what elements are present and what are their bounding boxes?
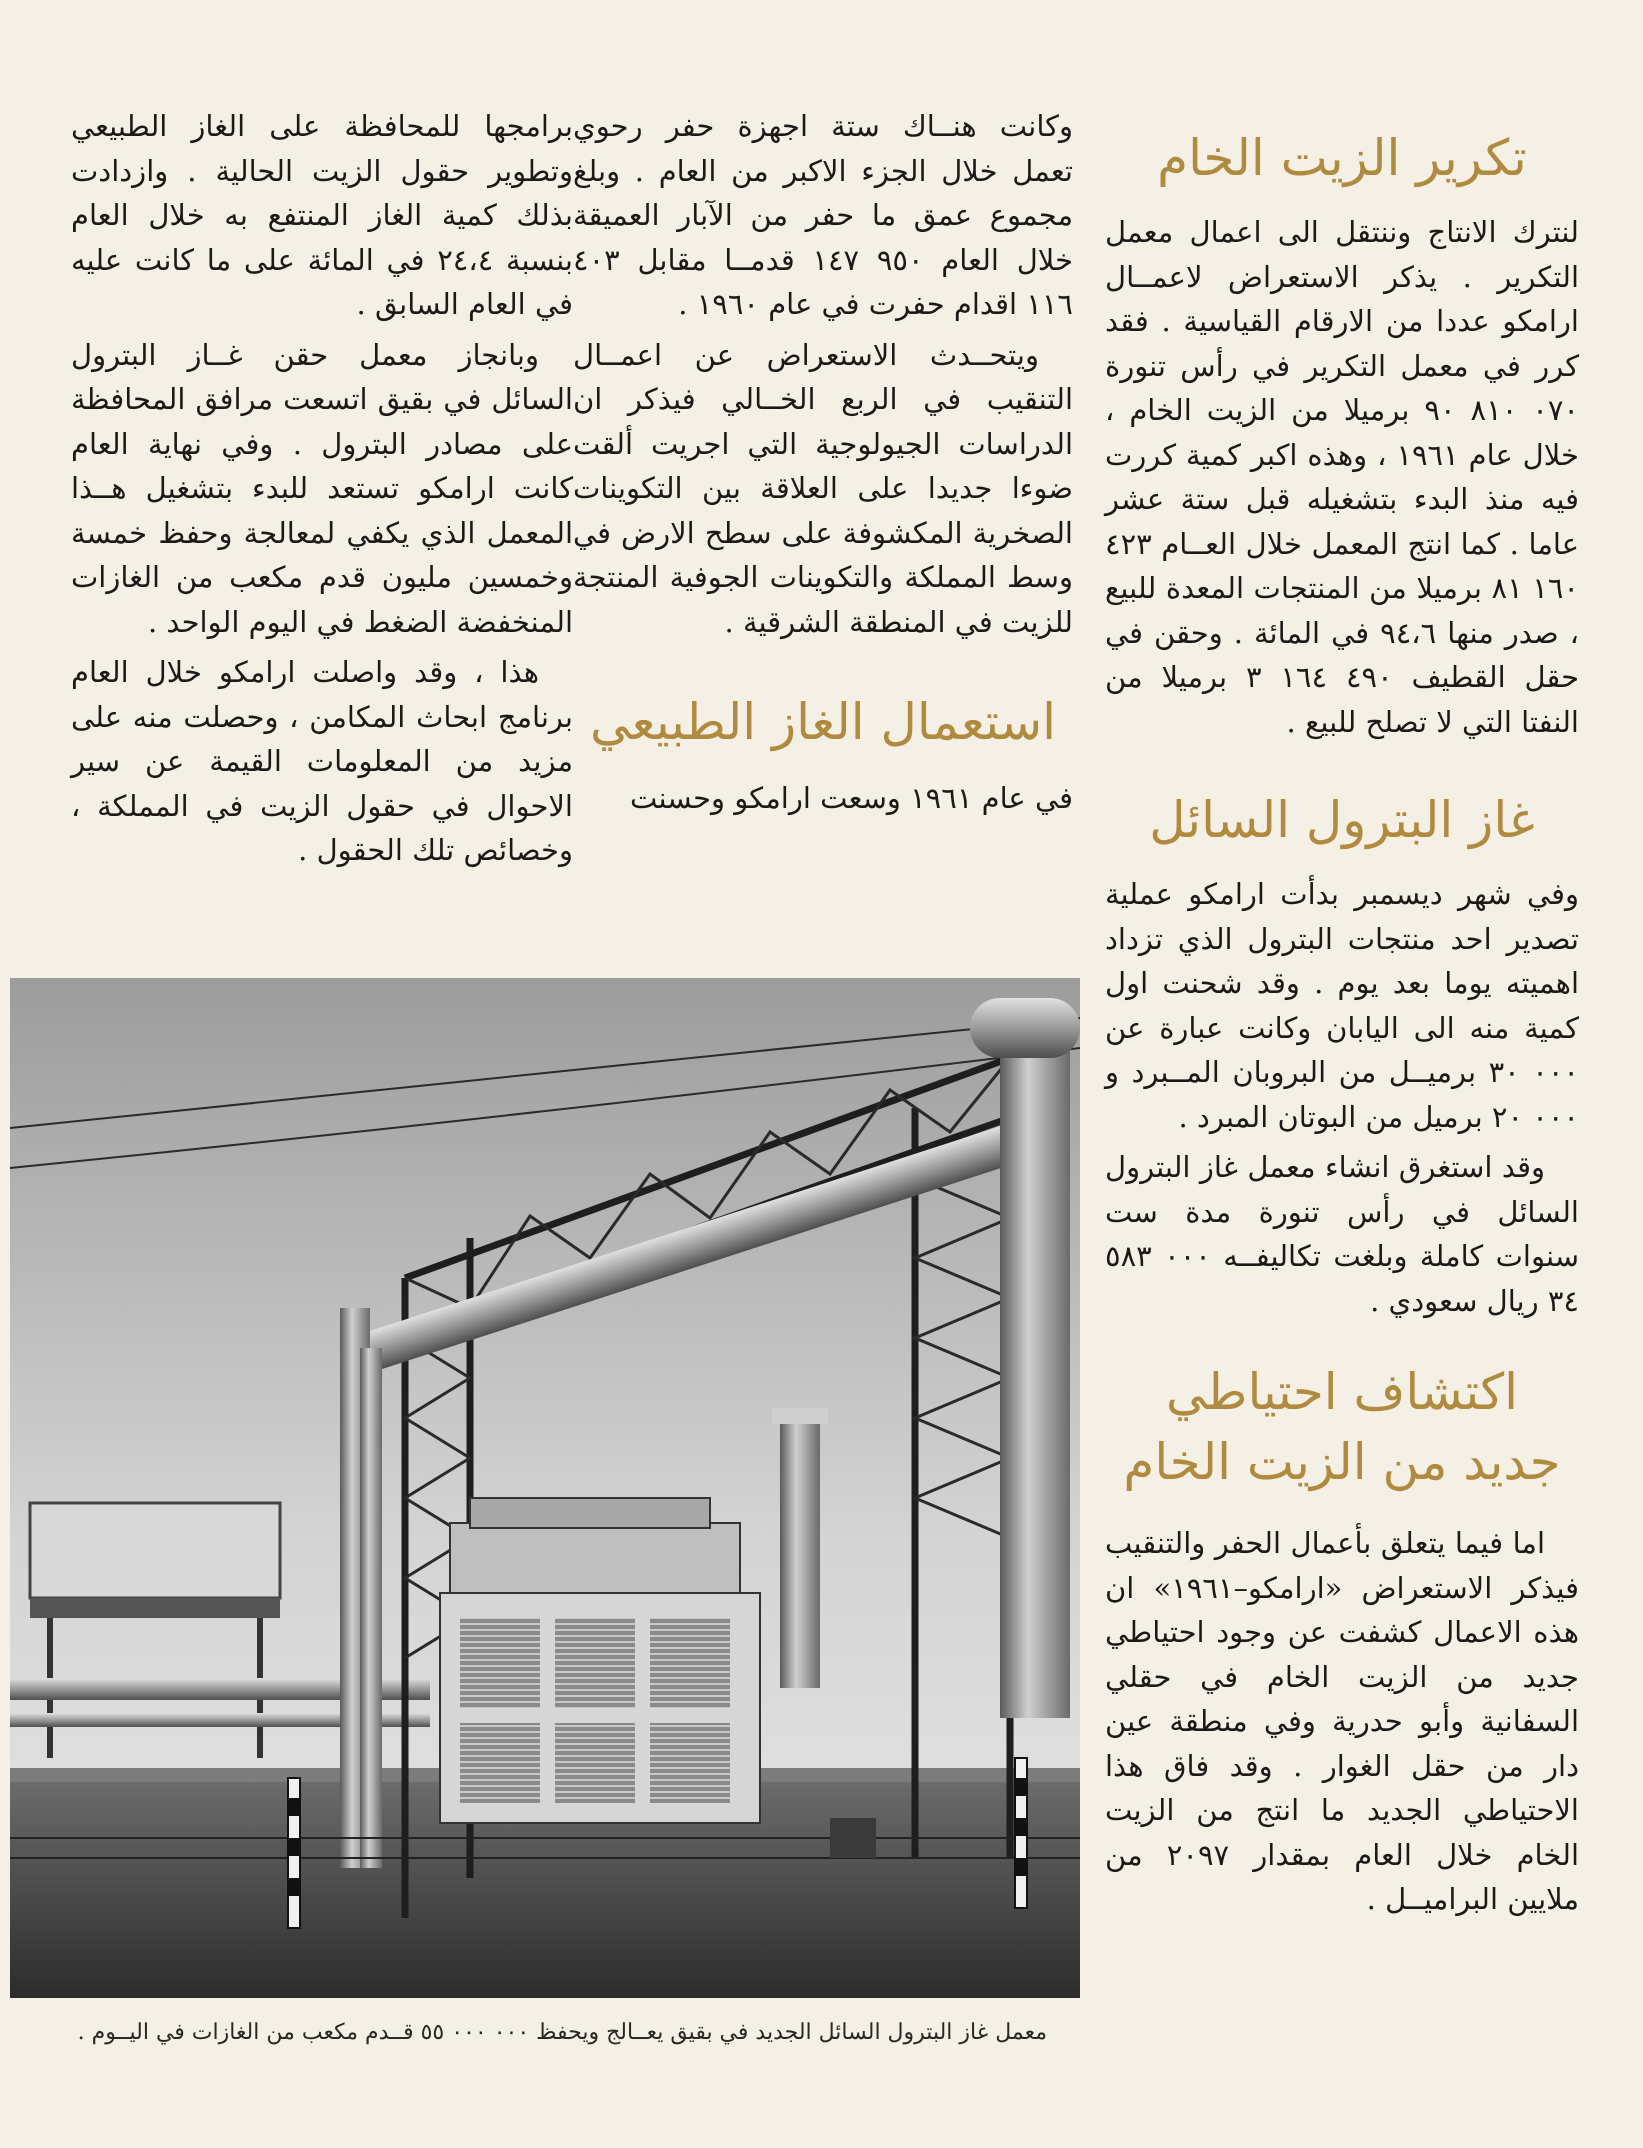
paragraph-drilling-2: ويتحــدث الاستعراض عن اعمــال التنقيب في الربع الخــالي فيذكر ان الدراسات الجيولوجية التي اجريت ألقت ضوءا جديدا على العلاقة بين التكوينات الصخرية المكشوفة على سطح الارض في وسط المملكة والتكوينات الجوفية المنتجة للزيت في المنطقة الشرقية . [573,337,1073,639]
paragraph-refining: لنترك الانتاج وننتقل الى اعمال معمل التكرير . يذكر الاستعراض لاعمــال ارامكو عددا من الارقام القياسية . فقد كرر في معمل التكرير في رأس تنورة ٠٧٠ ٨١٠ ٩٠ برميلا من الزيت الخام ، خلال عام ١٩٦١ ، وهذه اكبر كمية كررت فيه منذ البدء بتشغيله قبل ستة عشر عاما . كما انتج المعمل خلال العــام ٤٢٣ ١٦٠ ٨١ برميلا من المنتجات المعدة للبيع ، صدر منها ٩٤،٦ في المائة . وحقن في حقل القطيف ٤٩٠ ١٦٤ ٣ برميلا من النفتا التي لا تصلح للبيع . [1105,215,1580,739]
paragraph-drilling-1: وكانت هنــاك ستة اجهزة حفر رحوي تعمل خلال الجزء الاكبر من العام . وبلغ مجموع عمق ما حفر من الآبار العميقة خلال العام ٩٥٠ ١٤٧ قدمــا مقابل ٤٠٣ ١١٦ اقدام حفرت في عام ١٩٦٠ . [573,109,1073,321]
paragraph-natural-gas: في عام ١٩٦١ وسعت ارامكو وحسنت [630,781,1073,815]
heading-reserves-line1: اكتشاف احتياطي [1165,1363,1519,1421]
paragraph-lpg-2: وقد استغرق انشاء معمل غاز البترول السائل في رأس تنورة مدة ست سنوات كاملة وبلغت تكاليفــه ٠٠٠ ٥٨٣ ٣٤ ريال سعودي . [1105,1150,1579,1318]
plant-photo [10,978,1080,1998]
heading-natural-gas: استعمال الغاز الطبيعي [590,693,1056,751]
middle-column [573,104,1073,827]
heading-reserves [1105,1357,1579,1497]
heading-reserves-line2: جديد من الزيت الخام [1123,1433,1561,1491]
photo-caption: معمل غاز البترول السائل الجديد في بقيق يعــالج ويحفظ ٠٠٠ ٠٠٠ ٥٥ قــدم مكعب من الغازات في اليــوم . [77,2020,1047,2045]
paragraph-lpg-1: وفي شهر ديسمبر بدأت ارامكو عملية تصدير احد منتجات البترول الذي تزداد اهميته يوما بعد يوم . وقد شحنت اول كمية منه الى اليابان وكانت عبارة عن ٠٠٠ ٣٠ برميــل من البروبان المــبرد و ٠٠٠ ٢٠ برميل من البوتان المبرد . [1105,877,1580,1134]
right-column [1105,116,1579,1928]
left-column [71,104,573,879]
paragraph-gas-2: وبانجاز معمل حقن غــاز البترول السائل في بقيق اتسعت مرافق المحافظة على مصادر البترول . وفي نهاية العام كانت ارامكو تستعد للبدء بتشغيل هــذا المعمل الذي يكفي لمعالجة وحفظ خمسة وخمسين مليون قدم مكعب من الغازات المنخفضة الضغط في اليوم الواحد . [71,337,573,639]
paragraph-gas-3: هذا ، وقد واصلت ارامكو خلال العام برنامج ابحاث المكامن ، وحصلت منه على مزيد من المعلومات القيمة عن سير الاحوال في حقول الزيت في المملكة ، وخصائص تلك الحقول . [71,655,573,867]
paragraph-gas-1: برامجها للمحافظة على الغاز الطبيعي وتطوير حقول الزيت الحالية . وازدادت بذلك كمية الغاز المنتفع به خلال العام بنسبة ٢٤،٤ في المائة على ما كانت عليه في العام السابق . [71,109,573,321]
heading-lpg: غاز البترول السائل [1149,791,1535,849]
paragraph-reserves: اما فيما يتعلق بأعمال الحفر والتنقيب فيذكر الاستعراض «ارامكو–١٩٦١» ان هذه الاعمال كشفت عن وجود احتياطي جديد من الزيت الخام في حقلي السفانية وأبو حدرية وفي منطقة عين دار من حقل الغوار . وقد فاق هذا الاحتياطي الجديد ما انتج من الزيت الخام خلال العام بمقدار ٢٠٩٧ من ملايين البراميــل . [1105,1526,1580,1916]
heading-refining: تكرير الزيت الخام [1157,129,1527,187]
